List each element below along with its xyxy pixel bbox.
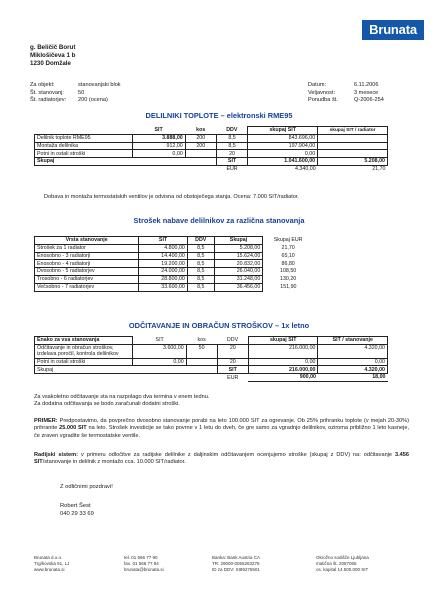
table-row bbox=[35, 275, 314, 283]
table-cell: 24.000,00 bbox=[139, 268, 188, 276]
table-cell: 151,90 bbox=[280, 284, 297, 290]
example-text: na leto. Strošek investicije se tako povrne v 1 letu do dveh, če gre samo za vgradnjo delilnikov, oziroma približno 1 leto kasneje, če zraven vgradite še termostatske ventile. bbox=[34, 425, 409, 439]
recipient-address bbox=[30, 44, 75, 68]
table-cell: 31.248,00 bbox=[214, 275, 263, 283]
table-header: kos bbox=[197, 336, 206, 343]
signature bbox=[60, 503, 94, 518]
info-key: Št. radiatorjev: bbox=[30, 97, 67, 104]
eur-per-flat: 18,00 bbox=[318, 374, 388, 382]
table-cell: 20 bbox=[216, 150, 248, 158]
example-savings: 25.000 SIT bbox=[59, 425, 87, 432]
table-row bbox=[35, 358, 388, 366]
total-label: Skupaj bbox=[35, 158, 217, 166]
table-cell: 130,20 bbox=[280, 276, 297, 283]
footer-line: Okrožno sodišče Ljubljana bbox=[316, 555, 369, 560]
recipient-city: 1230 Domžale bbox=[30, 60, 71, 67]
table-header: skupaj SIT / radiator bbox=[318, 127, 388, 135]
table-cell: 0,00 bbox=[248, 150, 318, 158]
table-cell: 8,5 bbox=[187, 275, 214, 283]
table-cell bbox=[318, 134, 388, 142]
info-value: Q-2006-254 bbox=[354, 97, 384, 104]
total-sit: 1.041.600,00 bbox=[248, 158, 318, 166]
table-cell: 843.696,00 bbox=[248, 134, 318, 142]
table-cell: Montaža delilnika bbox=[35, 142, 133, 150]
spacer-cell bbox=[35, 374, 218, 382]
table-cell: 50 bbox=[186, 344, 217, 358]
reading-billing-table bbox=[34, 336, 388, 382]
info-value: 3 mesece bbox=[354, 89, 379, 96]
footer-line: Trg/kovska 61, LJ bbox=[34, 560, 70, 566]
table-cell: 33.600,00 bbox=[139, 283, 188, 291]
eur-label: EUR bbox=[227, 374, 239, 381]
info-value: 200 (ocena) bbox=[78, 97, 108, 104]
footer-line: Banka: Bank Austria CA bbox=[212, 555, 261, 560]
table-cell: Delilnik toplote RME95 bbox=[35, 134, 133, 142]
table-header: SIT bbox=[139, 237, 188, 245]
example-label: PRIMER: bbox=[34, 418, 58, 424]
example-text: Predpostavimo, da povprečno dvosobno stanovanje porabi na leto 100.000 SIT za ogrevanje. Ob 25% prihranku toplote (v mejah 20-30%) prihranite bbox=[34, 418, 409, 432]
table-cell: Potni in ostali stroški bbox=[35, 150, 133, 158]
table-cell: 4.320,00 bbox=[318, 344, 388, 358]
table-row bbox=[35, 134, 388, 142]
table-cell: 15.624,00 bbox=[214, 252, 263, 260]
table-cell: 20 bbox=[217, 358, 248, 366]
table-cell: 28.800,00 bbox=[139, 275, 188, 283]
table-header: DDV bbox=[226, 126, 238, 133]
object-info bbox=[30, 82, 121, 105]
table-cell bbox=[35, 344, 133, 358]
total-currency: SIT bbox=[217, 366, 248, 374]
table-header: Skupaj EUR bbox=[273, 237, 303, 244]
table-cell: 26.040,00 bbox=[214, 268, 263, 276]
eur-label: EUR bbox=[226, 166, 238, 173]
table-cell: 8,5 bbox=[187, 252, 214, 260]
radio-system-paragraph bbox=[34, 452, 409, 467]
table-cell: 200 bbox=[185, 142, 216, 150]
signature-phone: 040 29 33 69 bbox=[60, 510, 94, 517]
table-cell: 0,00 bbox=[248, 358, 317, 366]
table-cell: 21,70 bbox=[281, 245, 295, 252]
table-cell: Strošek za 1 radiator bbox=[35, 244, 139, 252]
table-cell bbox=[318, 142, 388, 150]
object-info-row bbox=[30, 97, 121, 105]
info-key: Za objekt: bbox=[30, 82, 55, 88]
table-header: skupaj SIT bbox=[248, 337, 317, 345]
footer-line: matična št. 2087065 bbox=[316, 560, 357, 566]
reading-notes bbox=[34, 394, 409, 409]
table-cell: 19.200,00 bbox=[139, 260, 188, 268]
radio-text: /stanovanje in delilnik z montažo cca. 10.000 SIT/radiator. bbox=[42, 459, 186, 466]
recipient-street: Miklošičeva 1 b bbox=[30, 52, 76, 59]
note-line: Za vsakoletno odčitavanje sta na razpolago dva termina v enem tednu. bbox=[34, 394, 210, 400]
footer-line: TR: 29000-0055263278 bbox=[212, 560, 260, 566]
allocator-price-table bbox=[34, 126, 388, 173]
table-cell: 216.000,00 bbox=[248, 344, 317, 358]
table-cell: 20 bbox=[217, 344, 248, 358]
info-value: 6.11.2006 bbox=[354, 82, 379, 88]
table-header-row bbox=[35, 237, 314, 245]
table-header: DDV bbox=[226, 336, 239, 343]
brunata-logo: Brunata bbox=[362, 20, 424, 40]
info-value: stanovanjski blok bbox=[78, 82, 121, 88]
offer-info bbox=[308, 82, 384, 105]
total-sit: 216.000,00 bbox=[248, 366, 317, 374]
table-cell: Enosobno - 4 radiatorji bbox=[35, 260, 139, 268]
table-cell: 86,80 bbox=[281, 260, 295, 267]
table-cell: Potni in ostali stroški bbox=[35, 358, 133, 366]
table-header: SIT bbox=[154, 126, 163, 133]
table-cell: 912,00 bbox=[132, 142, 185, 150]
table-cell: 108,50 bbox=[280, 268, 297, 275]
table-cell: 3.888,00 bbox=[132, 134, 185, 142]
radio-text: v primeru odločitve za radijske delilnike z daljinskim odčitavanjem ocenjujemo stroške (skupaj z DDV) na: odčitavanje bbox=[78, 452, 395, 458]
table-header bbox=[35, 127, 133, 135]
table-cell: 0,00 bbox=[318, 358, 388, 366]
table-cell: 14.400,00 bbox=[139, 252, 188, 260]
info-key: Št. stanovanj: bbox=[30, 89, 64, 96]
table-row bbox=[35, 260, 314, 268]
table-cell: 3.600,00 bbox=[133, 344, 187, 358]
footer-line: www.brunata.si bbox=[34, 566, 65, 572]
table-cell: 20.832,00 bbox=[214, 260, 263, 268]
offer-info-row bbox=[308, 97, 384, 105]
footer-line: Brunata d.o.o. bbox=[34, 555, 63, 560]
footer-line: ID za DDV: SI89276501 bbox=[212, 566, 260, 572]
footer-bank bbox=[212, 555, 260, 572]
total-per-flat: 4.320,00 bbox=[318, 366, 388, 374]
table-header: Vrsta stanovanje bbox=[35, 237, 139, 245]
table-cell: 8,5 bbox=[216, 134, 248, 142]
eur-total: 4.340,00 bbox=[295, 166, 316, 173]
table-row bbox=[35, 142, 388, 150]
table-row bbox=[35, 268, 314, 276]
table-header: skupaj SIT bbox=[248, 127, 318, 135]
section-title-heat-cost-allocators: DELILNIKI TOPLOTE – elektronski RME95 bbox=[145, 111, 293, 120]
table-cell: 8,5 bbox=[216, 142, 248, 150]
table-cell: 8,5 bbox=[187, 268, 214, 276]
table-cell: 65,10 bbox=[281, 252, 295, 259]
info-key: Datum: bbox=[308, 82, 327, 88]
table-eur-row bbox=[35, 165, 388, 172]
offer-info-row bbox=[308, 90, 384, 98]
table-row bbox=[35, 344, 388, 358]
total-currency: SIT bbox=[216, 158, 248, 166]
table-cell bbox=[318, 150, 388, 158]
info-key: Veljavnost: bbox=[308, 89, 336, 96]
table-row bbox=[35, 283, 314, 291]
total-sit-per-radiator: 5.208,00 bbox=[318, 158, 388, 166]
eur-total: 900,00 bbox=[248, 374, 317, 382]
greeting: Z odličnimi pozdravi! bbox=[60, 484, 113, 490]
footer-line: os. kapital 14.500.000 SIT bbox=[316, 566, 369, 572]
table-cell: Trosobno - 6 radiatorjev bbox=[35, 275, 139, 283]
table-cell bbox=[186, 358, 217, 366]
table-cell: 36.456,00 bbox=[214, 283, 263, 291]
section-title-cost-per-flat: Strošek nabave delilnikov za različna stanovanja bbox=[133, 216, 305, 225]
note-line: Za dodatna odčitavanja se bodo zaračunali dodatni stroški. bbox=[34, 401, 180, 408]
footer-line: brunata@brunata.si bbox=[124, 566, 164, 572]
valve-note: Dobava in montaža termostatskih ventilov je odvisna od obstoječega stanja. Ocena: 7.000 SIT/radiator. bbox=[44, 194, 299, 200]
table-cell: 0,00 bbox=[132, 150, 185, 158]
table-total-row bbox=[35, 366, 388, 374]
signature-name: Robert Šest bbox=[60, 503, 91, 509]
table-cell: 200 bbox=[185, 134, 216, 142]
section-title-reading-billing: ODČITAVANJE IN OBRAČUN STROŠKOV – 1x letno bbox=[128, 321, 310, 330]
footer-line: tel. 01 566 77 90 bbox=[124, 555, 158, 560]
table-header-row bbox=[35, 127, 388, 135]
table-header: Enako za vsa stanovanja bbox=[35, 337, 133, 345]
footer-contact bbox=[124, 555, 164, 572]
cost-per-flat-table bbox=[34, 236, 314, 292]
table-cell: Dvosobno - 5 radiatorjev bbox=[35, 268, 139, 276]
table-header: SIT bbox=[155, 336, 164, 343]
info-value: 50 bbox=[78, 89, 85, 96]
info-key: Ponudba št. bbox=[308, 97, 338, 104]
table-cell: Večsobno - 7 radiatorjev bbox=[35, 283, 139, 291]
footer-company bbox=[34, 555, 69, 572]
table-cell: Enosobno - 3 radiatorji bbox=[35, 252, 139, 260]
table-cell: 8,5 bbox=[187, 260, 214, 268]
table-row bbox=[35, 150, 388, 158]
example-paragraph bbox=[34, 418, 409, 440]
table-header-row bbox=[35, 337, 388, 345]
table-eur-row bbox=[35, 374, 388, 382]
spacer-cell bbox=[35, 165, 217, 172]
table-header: SIT / stanovanje bbox=[318, 337, 388, 345]
table-cell: 8,5 bbox=[187, 244, 214, 252]
recipient-name: g. Beličič Borut bbox=[30, 44, 76, 51]
table-header: kos bbox=[196, 126, 206, 133]
table-cell: 8,5 bbox=[187, 283, 214, 291]
object-info-row bbox=[30, 82, 121, 90]
footer-registry bbox=[316, 555, 369, 572]
eur-per-radiator: 21,70 bbox=[372, 166, 386, 173]
row-label-line: Odčitavanje in obračun stroškov, bbox=[37, 344, 114, 351]
footer-line: fax. 01 566 77 94 bbox=[124, 560, 159, 566]
table-cell: 197.904,00 bbox=[248, 142, 318, 150]
table-row bbox=[35, 252, 314, 260]
table-cell: 4.800,00 bbox=[139, 244, 188, 252]
table-header: Skupaj bbox=[214, 237, 263, 245]
total-label: Skupaj bbox=[35, 366, 218, 374]
table-cell bbox=[185, 150, 216, 158]
offer-info-row bbox=[308, 82, 384, 90]
row-label-line: izdelava poročil, kontrola delilnikov bbox=[37, 351, 119, 358]
table-cell: 0,00 bbox=[133, 358, 187, 366]
table-total-row bbox=[35, 158, 388, 166]
table-cell: 5.208,00 bbox=[214, 244, 263, 252]
radio-reading-cost: 3.456 SIT bbox=[34, 452, 409, 466]
radio-label: Radijski sistem: bbox=[34, 452, 78, 458]
table-row bbox=[35, 244, 314, 252]
table-header: DDV bbox=[187, 237, 214, 245]
